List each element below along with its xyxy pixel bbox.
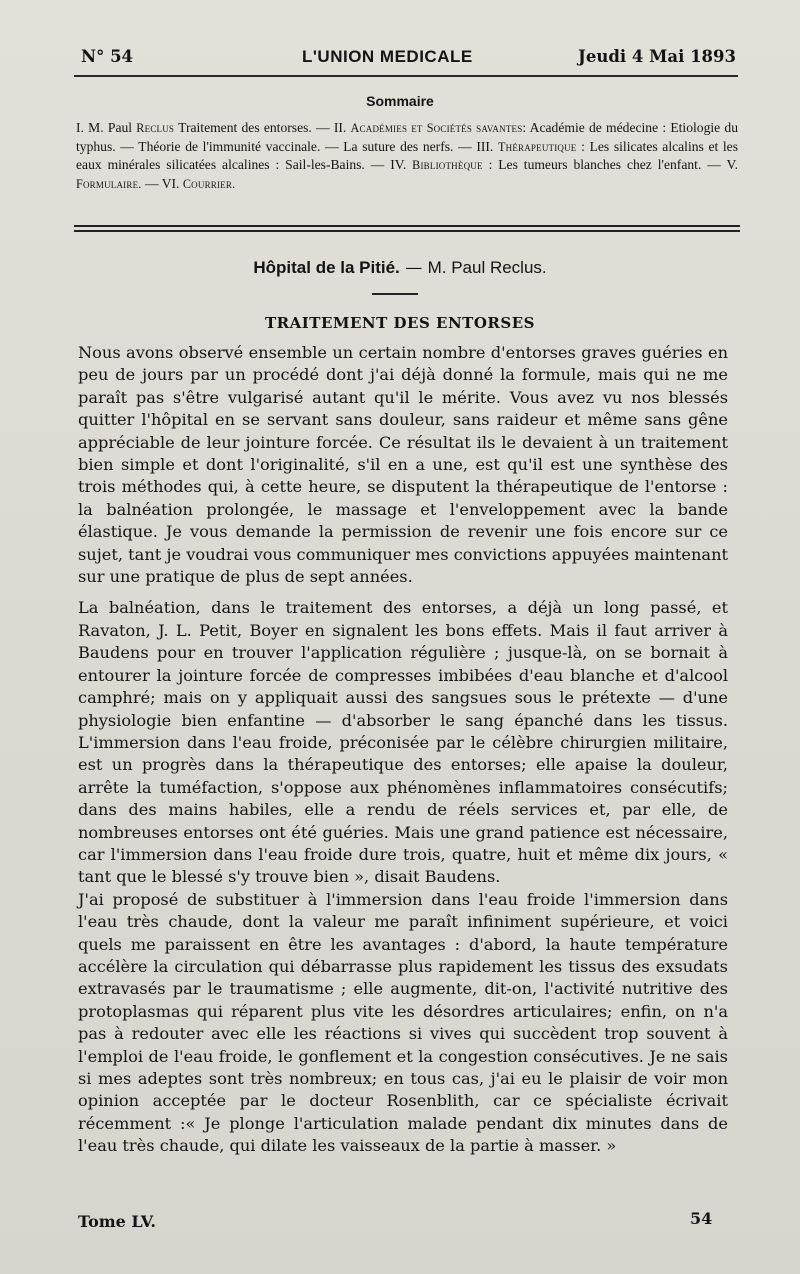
article-body (78, 342, 728, 1158)
sommaire-rule-upper (74, 225, 740, 227)
journal-title: L'UNION MEDICALE (302, 47, 473, 66)
sommaire-sep: — (370, 157, 385, 172)
issue-date: Jeudi 4 Mai 1893 (578, 47, 736, 66)
sommaire-ii-text: : Académie de médecine : Etiologie du typhus. — Théorie de l'immunité vaccinale. — La suture des nerfs. — (76, 120, 739, 154)
running-header (76, 44, 736, 72)
paragraph-1: Nous avons observé ensemble un certain nombre d'entorses graves guéries en peu de jours par un procédé dont j'ai déjà donné la formule, mais qui ne me paraît pas s'être vulgarisé autant qu'il le mérite. Vous avez vu nos blessés quitter l'hôpital en se servant sans douleur, sans raideur et même sans gêne appréciable de leur jointure forcée. Ce résultat ils le devaient à un traitement bien simple et dont l'originalité, s'il en a une, est qu'il est une synthèse des trois méthodes qui, à cette heure, se disputent la thérapeutique de l'entorse : la balnéation prolongée, le massage et l'enveloppement avec la bande élastique. Je vous demande la permission de revenir une fois encore sur ce sujet, tant je voudrai vous communiquer mes convictions appuyées maintenant sur une pratique de plus de sept années. (78, 343, 728, 587)
header-rule (74, 75, 738, 77)
sommaire-vi-num: VI. (161, 175, 180, 191)
sommaire-i-author: M. Paul (88, 120, 133, 135)
sommaire-sep: — (144, 175, 159, 191)
sommaire-text (76, 119, 738, 193)
sommaire-vi-heading: Courrier. (182, 176, 236, 191)
sommaire-title: Sommaire (366, 93, 434, 109)
byline-rule (372, 293, 418, 295)
sommaire-i-author-name: Reclus (136, 121, 175, 135)
issue-number: N° 54 (81, 47, 134, 66)
article-byline (0, 258, 800, 278)
paragraph-2: La balnéation, dans le traitement des entorses, a déjà un long passé, et Ravaton, J. L. Petit, Boyer en signalent les bons effets. Mais il faut arriver à Baudens pour en trouver l'application régulière ; jusque-là, on se bornait à entourer la jointure forcée de compresses imbibées d'eau blanche et d'alcool camphré; mais on y appliquait aussi des sangsues sous le prétexte — d'une physiologie bien enfantine — d'absorber le sang épanché dans les tissus. L'immersion dans l'eau froide, préconisée par le célèbre chirurgien militaire, est un progrès dans la thérapeutique des entorses; elle apaise la douleur, arrête la tuméfaction, s'oppose aux phénomènes inflammatoires consécutifs; dans des mains habiles, elle a rendu de réels services et, par elle, de nombreuses entorses ont été guéries. Mais une grand patience est nécessaire, car l'immersion dans l'eau froide dure trois, quatre, huit et même dix jours, « tant que le blessé s'y trouve bien », disait Baudens. (78, 598, 728, 887)
sommaire-iv-num: IV. (390, 157, 407, 172)
paragraph-3: J'ai proposé de substituer à l'immersion dans l'eau froide l'immersion dans l'eau très chaude, dont la valeur me paraît infiniment supérieure, et voici quels me paraissent en être les avantages : d'abord, la haute température accélère la circulation qui débarrasse plus rapidement les tissus des exsudats extravasés par le traumatisme ; elle augmente, dit-on, l'activité nutritive des protoplasmas qui réparent plus vite les désordres articulaires; enfin, on n'a pas à redouter avec elle les réactions si vives qui succèdent trop souvent à l'emploi de l'eau froide, le gonflement et la congestion consécutives. Je ne sais si mes adeptes sont très nombreux; en tous cas, j'ai eu le plaisir de voir mon opinion acceptée par le docteur Rosenblith, car ce spécialiste écrivait récemment :« Je plonge l'articulation malade pendant dix minutes dans de l'eau très chaude, qui dilate les vaisseaux de la partie à masser. » (78, 889, 728, 1156)
sommaire-sep: — (707, 157, 721, 172)
sommaire-ii-heading: Académies et Sociétés savantes (350, 121, 523, 135)
page-number: 54 (690, 1209, 713, 1228)
byline-dash: — (405, 258, 423, 278)
sommaire-v-num: V. (726, 157, 738, 172)
sommaire-sep: — (316, 120, 330, 135)
sommaire-rule-lower (74, 230, 740, 232)
article-title: TRAITEMENT DES ENTORSES (265, 314, 535, 332)
volume-label: Tome LV. (78, 1212, 156, 1231)
sommaire-iii-text: : Les silicates alcalins et les eaux minérales silicatées alcalines : Sail-les-Bains. (76, 138, 739, 172)
sommaire-iii-heading: Thérapeutique (497, 139, 577, 154)
sommaire-v-heading: Formulaire. (76, 176, 142, 191)
sommaire-i-num: I. (76, 120, 84, 135)
sommaire-iv-text: : Les tumeurs blanches chez l'enfant. (488, 157, 702, 172)
sommaire-ii-num: II. (333, 120, 347, 135)
sommaire-i-text: Traitement des entorses. (178, 120, 312, 135)
sommaire-iii-num: III. (476, 138, 494, 154)
hospital-name: Hôpital de la Pitié. (253, 258, 400, 277)
article-author: M. Paul Reclus. (427, 258, 547, 277)
sommaire-iv-heading: Bibliothèque (412, 158, 483, 172)
